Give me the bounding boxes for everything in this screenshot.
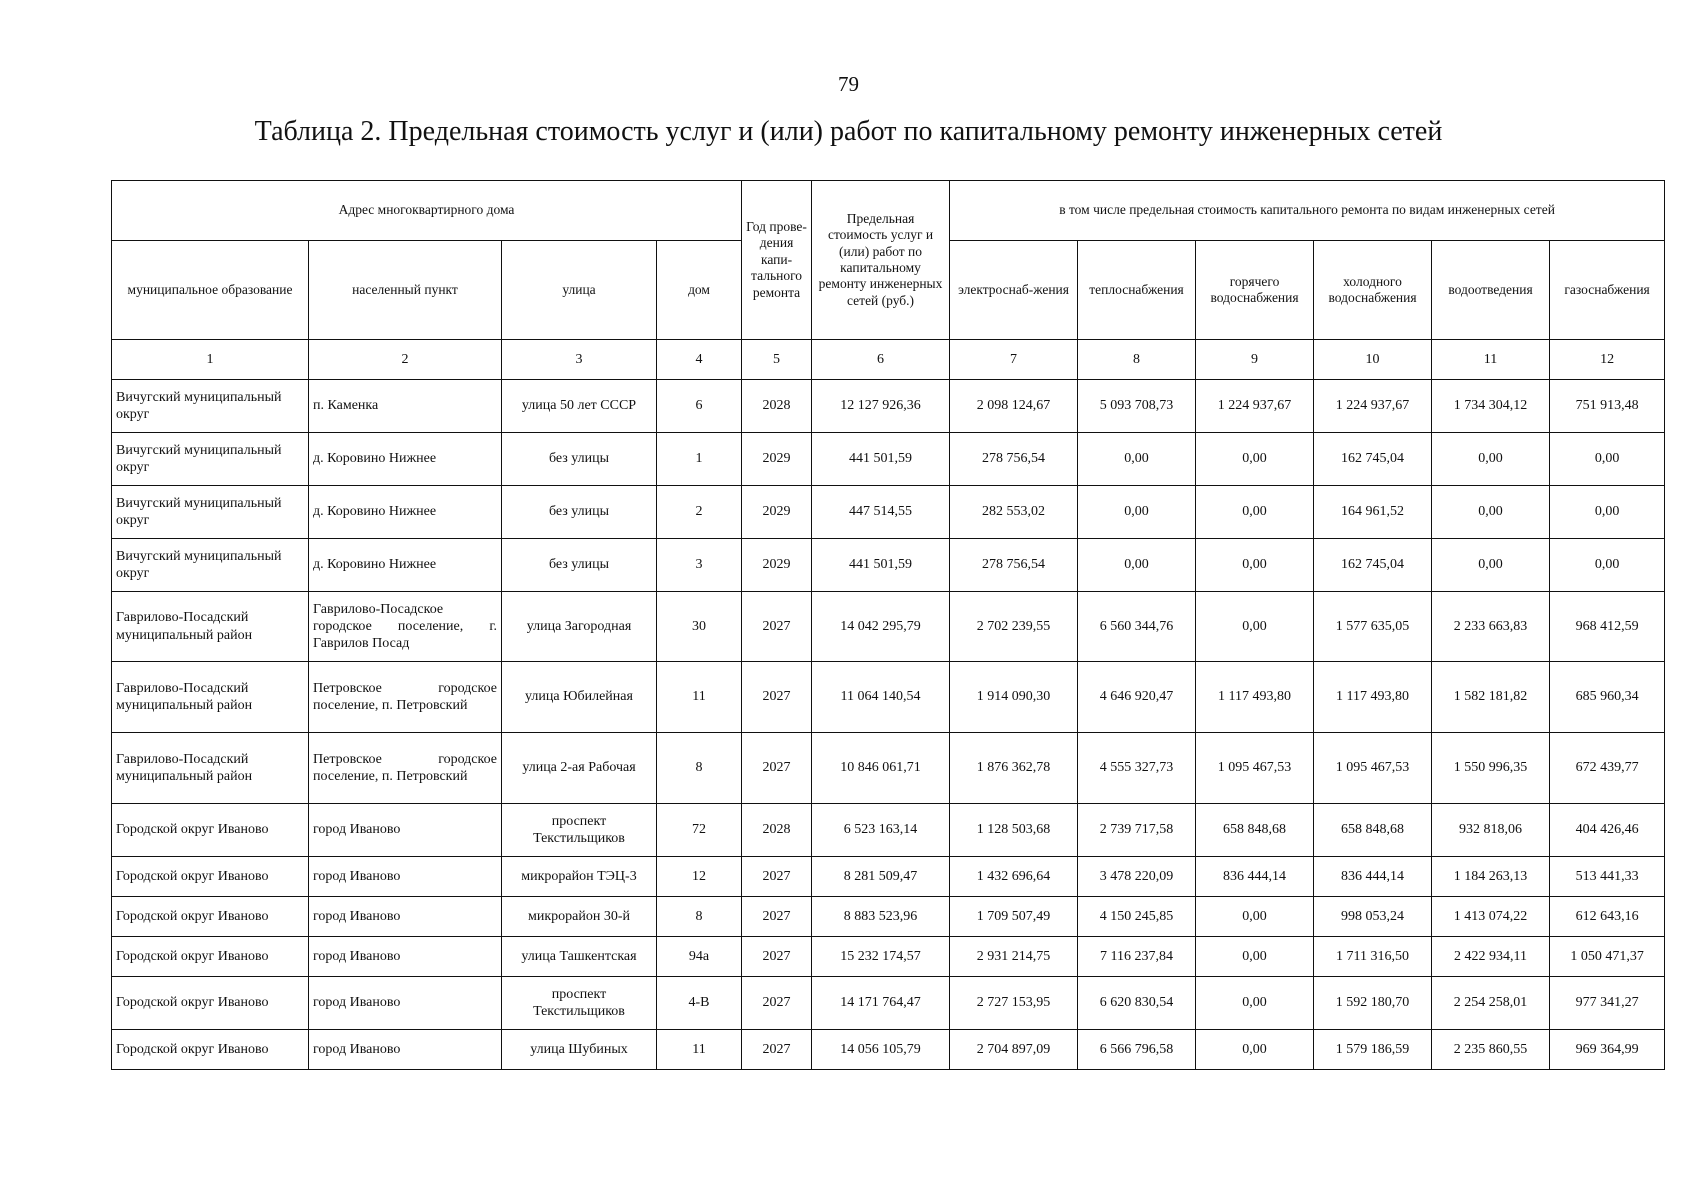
cell-total: 14 042 295,79 <box>812 592 950 662</box>
cell-settlement: д. Коровино Нижнее <box>309 539 502 592</box>
cell-gas: 968 412,59 <box>1550 592 1665 662</box>
column-number: 8 <box>1078 340 1196 380</box>
cell-house: 6 <box>657 380 742 433</box>
cell-municipality: Гаврилово-Посадский муниципальный район <box>112 592 309 662</box>
cell-heating: 6 620 830,54 <box>1078 977 1196 1030</box>
cell-municipality: Гаврилово-Посадский муниципальный район <box>112 662 309 733</box>
table-row <box>112 1030 1665 1070</box>
cell-cold-water: 1 711 316,50 <box>1314 937 1432 977</box>
column-number-row <box>112 340 1665 380</box>
cell-municipality: Городской округ Иваново <box>112 937 309 977</box>
cell-settlement: Петровское городское поселение, п. Петровский <box>309 662 502 733</box>
cell-settlement: город Иваново <box>309 937 502 977</box>
cell-gas: 685 960,34 <box>1550 662 1665 733</box>
table-row <box>112 733 1665 804</box>
cell-heating: 4 150 245,85 <box>1078 897 1196 937</box>
cell-street: микрорайон ТЭЦ-3 <box>502 857 657 897</box>
cell-total: 8 883 523,96 <box>812 897 950 937</box>
cell-total: 8 281 509,47 <box>812 857 950 897</box>
cell-year: 2027 <box>742 977 812 1030</box>
header-sewerage: водоотведения <box>1432 241 1550 340</box>
table-row <box>112 804 1665 857</box>
cell-cold-water: 1 095 467,53 <box>1314 733 1432 804</box>
header-house: дом <box>657 241 742 340</box>
cell-cold-water: 162 745,04 <box>1314 433 1432 486</box>
cell-settlement: Гаврилово-Посадское городское поселение, г. Гаврилов Посад <box>309 592 502 662</box>
column-number: 10 <box>1314 340 1432 380</box>
table-row <box>112 857 1665 897</box>
cell-sewerage: 2 233 663,83 <box>1432 592 1550 662</box>
cell-street: микрорайон 30-й <box>502 897 657 937</box>
cell-cold-water: 164 961,52 <box>1314 486 1432 539</box>
cell-settlement: город Иваново <box>309 897 502 937</box>
cell-cold-water: 1 592 180,70 <box>1314 977 1432 1030</box>
cell-house: 30 <box>657 592 742 662</box>
column-number: 6 <box>812 340 950 380</box>
cell-total: 14 056 105,79 <box>812 1030 950 1070</box>
header-address: Адрес многоквартирного дома <box>112 181 742 241</box>
cell-heating: 7 116 237,84 <box>1078 937 1196 977</box>
cell-year: 2029 <box>742 539 812 592</box>
cell-street: проспект Текстильщиков <box>502 977 657 1030</box>
cell-hot-water: 0,00 <box>1196 592 1314 662</box>
cell-sewerage: 1 184 263,13 <box>1432 857 1550 897</box>
cell-street: проспект Текстильщиков <box>502 804 657 857</box>
cell-total: 6 523 163,14 <box>812 804 950 857</box>
cell-municipality: Городской округ Иваново <box>112 897 309 937</box>
cell-gas: 1 050 471,37 <box>1550 937 1665 977</box>
cell-hot-water: 836 444,14 <box>1196 857 1314 897</box>
column-number: 7 <box>950 340 1078 380</box>
cell-house: 3 <box>657 539 742 592</box>
cell-electricity: 1 128 503,68 <box>950 804 1078 857</box>
column-number: 5 <box>742 340 812 380</box>
column-number: 11 <box>1432 340 1550 380</box>
cell-year: 2029 <box>742 486 812 539</box>
cell-settlement: д. Коровино Нижнее <box>309 433 502 486</box>
header-heating: теплоснабжения <box>1078 241 1196 340</box>
table-row <box>112 433 1665 486</box>
table-row <box>112 592 1665 662</box>
cell-electricity: 2 702 239,55 <box>950 592 1078 662</box>
cell-heating: 2 739 717,58 <box>1078 804 1196 857</box>
cell-street: улица Шубиных <box>502 1030 657 1070</box>
cell-heating: 3 478 220,09 <box>1078 857 1196 897</box>
header-year: Год прове-дения капи-тального ремонта <box>742 181 812 340</box>
cell-year: 2027 <box>742 592 812 662</box>
cell-sewerage: 1 734 304,12 <box>1432 380 1550 433</box>
cell-hot-water: 0,00 <box>1196 1030 1314 1070</box>
cell-house: 12 <box>657 857 742 897</box>
cell-cold-water: 836 444,14 <box>1314 857 1432 897</box>
cell-electricity: 2 098 124,67 <box>950 380 1078 433</box>
cell-heating: 0,00 <box>1078 539 1196 592</box>
cell-gas: 612 643,16 <box>1550 897 1665 937</box>
table-row <box>112 380 1665 433</box>
cell-house: 8 <box>657 733 742 804</box>
cell-sewerage: 0,00 <box>1432 539 1550 592</box>
cell-sewerage: 2 422 934,11 <box>1432 937 1550 977</box>
table-title: Таблица 2. Предельная стоимость услуг и (или) работ по капитальному ремонту инженерных сетей <box>254 116 1443 147</box>
cell-street: без улицы <box>502 486 657 539</box>
cell-municipality: Вичугский муниципальный округ <box>112 380 309 433</box>
column-number: 3 <box>502 340 657 380</box>
cell-electricity: 1 709 507,49 <box>950 897 1078 937</box>
header-cold-water: холодного водоснабжения <box>1314 241 1432 340</box>
cell-total: 10 846 061,71 <box>812 733 950 804</box>
cell-cold-water: 998 053,24 <box>1314 897 1432 937</box>
cell-municipality: Вичугский муниципальный округ <box>112 433 309 486</box>
cell-electricity: 2 727 153,95 <box>950 977 1078 1030</box>
cell-settlement: город Иваново <box>309 977 502 1030</box>
cell-year: 2027 <box>742 857 812 897</box>
cell-total: 14 171 764,47 <box>812 977 950 1030</box>
cell-sewerage: 1 550 996,35 <box>1432 733 1550 804</box>
cell-cold-water: 162 745,04 <box>1314 539 1432 592</box>
column-number: 2 <box>309 340 502 380</box>
table-row <box>112 662 1665 733</box>
cell-house: 1 <box>657 433 742 486</box>
cell-hot-water: 0,00 <box>1196 977 1314 1030</box>
cell-year: 2028 <box>742 804 812 857</box>
cell-electricity: 278 756,54 <box>950 433 1078 486</box>
column-number: 1 <box>112 340 309 380</box>
cell-street: улица 2-ая Рабочая <box>502 733 657 804</box>
cell-street: улица Загородная <box>502 592 657 662</box>
cell-gas: 672 439,77 <box>1550 733 1665 804</box>
cell-street: без улицы <box>502 539 657 592</box>
cell-settlement: Петровское городское поселение, п. Петровский <box>309 733 502 804</box>
header-hot-water: горячего водоснабжения <box>1196 241 1314 340</box>
cell-gas: 0,00 <box>1550 433 1665 486</box>
cell-total: 12 127 926,36 <box>812 380 950 433</box>
cell-cold-water: 1 579 186,59 <box>1314 1030 1432 1070</box>
cell-total: 441 501,59 <box>812 539 950 592</box>
cell-hot-water: 0,00 <box>1196 897 1314 937</box>
cell-gas: 977 341,27 <box>1550 977 1665 1030</box>
cell-gas: 0,00 <box>1550 539 1665 592</box>
cell-hot-water: 0,00 <box>1196 433 1314 486</box>
header-electricity: электроснаб-жения <box>950 241 1078 340</box>
cell-heating: 4 646 920,47 <box>1078 662 1196 733</box>
cell-hot-water: 1 224 937,67 <box>1196 380 1314 433</box>
cell-sewerage: 1 582 181,82 <box>1432 662 1550 733</box>
cell-electricity: 278 756,54 <box>950 539 1078 592</box>
column-number: 9 <box>1196 340 1314 380</box>
cell-hot-water: 0,00 <box>1196 486 1314 539</box>
cell-sewerage: 0,00 <box>1432 433 1550 486</box>
cell-cold-water: 1 117 493,80 <box>1314 662 1432 733</box>
cell-gas: 404 426,46 <box>1550 804 1665 857</box>
cell-house: 8 <box>657 897 742 937</box>
cell-house: 11 <box>657 662 742 733</box>
cell-year: 2027 <box>742 1030 812 1070</box>
cell-electricity: 2 931 214,75 <box>950 937 1078 977</box>
header-row-groups <box>112 181 1665 241</box>
table-row <box>112 897 1665 937</box>
header-gas: газоснабжения <box>1550 241 1665 340</box>
cell-municipality: Городской округ Иваново <box>112 804 309 857</box>
cell-year: 2027 <box>742 733 812 804</box>
cell-street: улица Юбилейная <box>502 662 657 733</box>
cell-electricity: 2 704 897,09 <box>950 1030 1078 1070</box>
cell-house: 2 <box>657 486 742 539</box>
cell-gas: 751 913,48 <box>1550 380 1665 433</box>
cell-year: 2027 <box>742 937 812 977</box>
cell-municipality: Вичугский муниципальный округ <box>112 486 309 539</box>
cell-street: улица 50 лет СССР <box>502 380 657 433</box>
cell-house: 72 <box>657 804 742 857</box>
cell-total: 447 514,55 <box>812 486 950 539</box>
cell-settlement: д. Коровино Нижнее <box>309 486 502 539</box>
cell-sewerage: 1 413 074,22 <box>1432 897 1550 937</box>
cell-municipality: Городской округ Иваново <box>112 977 309 1030</box>
cell-year: 2029 <box>742 433 812 486</box>
cell-municipality: Городской округ Иваново <box>112 1030 309 1070</box>
cell-heating: 0,00 <box>1078 486 1196 539</box>
cell-gas: 969 364,99 <box>1550 1030 1665 1070</box>
page-number: 79 <box>838 72 859 96</box>
cell-electricity: 1 914 090,30 <box>950 662 1078 733</box>
table-row <box>112 977 1665 1030</box>
cell-hot-water: 0,00 <box>1196 937 1314 977</box>
cell-gas: 0,00 <box>1550 486 1665 539</box>
cell-settlement: город Иваново <box>309 857 502 897</box>
cell-hot-water: 1 117 493,80 <box>1196 662 1314 733</box>
cell-cold-water: 1 224 937,67 <box>1314 380 1432 433</box>
table-row <box>112 539 1665 592</box>
table-row <box>112 937 1665 977</box>
cell-electricity: 1 432 696,64 <box>950 857 1078 897</box>
column-number: 12 <box>1550 340 1665 380</box>
cell-year: 2028 <box>742 380 812 433</box>
cell-heating: 0,00 <box>1078 433 1196 486</box>
cell-settlement: город Иваново <box>309 1030 502 1070</box>
cell-house: 4-В <box>657 977 742 1030</box>
cell-municipality: Вичугский муниципальный округ <box>112 539 309 592</box>
cell-year: 2027 <box>742 897 812 937</box>
cell-street: без улицы <box>502 433 657 486</box>
cell-municipality: Гаврилово-Посадский муниципальный район <box>112 733 309 804</box>
cell-total: 11 064 140,54 <box>812 662 950 733</box>
cell-electricity: 282 553,02 <box>950 486 1078 539</box>
header-max-cost: Предельная стоимость услуг и (или) работ по капитальному ремонту инженерных сетей (руб.) <box>812 181 950 340</box>
cell-cold-water: 658 848,68 <box>1314 804 1432 857</box>
table-row <box>112 486 1665 539</box>
column-number: 4 <box>657 340 742 380</box>
header-settlement: населенный пункт <box>309 241 502 340</box>
cell-heating: 4 555 327,73 <box>1078 733 1196 804</box>
cell-year: 2027 <box>742 662 812 733</box>
header-street: улица <box>502 241 657 340</box>
cell-street: улица Ташкентская <box>502 937 657 977</box>
cell-house: 94а <box>657 937 742 977</box>
cell-sewerage: 2 235 860,55 <box>1432 1030 1550 1070</box>
cell-house: 11 <box>657 1030 742 1070</box>
cell-total: 441 501,59 <box>812 433 950 486</box>
cell-municipality: Городской округ Иваново <box>112 857 309 897</box>
cell-heating: 6 560 344,76 <box>1078 592 1196 662</box>
cell-electricity: 1 876 362,78 <box>950 733 1078 804</box>
cell-heating: 5 093 708,73 <box>1078 380 1196 433</box>
cell-heating: 6 566 796,58 <box>1078 1030 1196 1070</box>
cost-table <box>111 180 1665 1070</box>
cell-hot-water: 0,00 <box>1196 539 1314 592</box>
cell-sewerage: 0,00 <box>1432 486 1550 539</box>
cell-sewerage: 2 254 258,01 <box>1432 977 1550 1030</box>
cell-hot-water: 658 848,68 <box>1196 804 1314 857</box>
cell-total: 15 232 174,57 <box>812 937 950 977</box>
cell-settlement: город Иваново <box>309 804 502 857</box>
cell-gas: 513 441,33 <box>1550 857 1665 897</box>
cell-cold-water: 1 577 635,05 <box>1314 592 1432 662</box>
header-municipality: муниципальное образование <box>112 241 309 340</box>
cell-sewerage: 932 818,06 <box>1432 804 1550 857</box>
cell-settlement: п. Каменка <box>309 380 502 433</box>
cell-hot-water: 1 095 467,53 <box>1196 733 1314 804</box>
header-networks: в том числе предельная стоимость капитального ремонта по видам инженерных сетей <box>950 181 1665 241</box>
